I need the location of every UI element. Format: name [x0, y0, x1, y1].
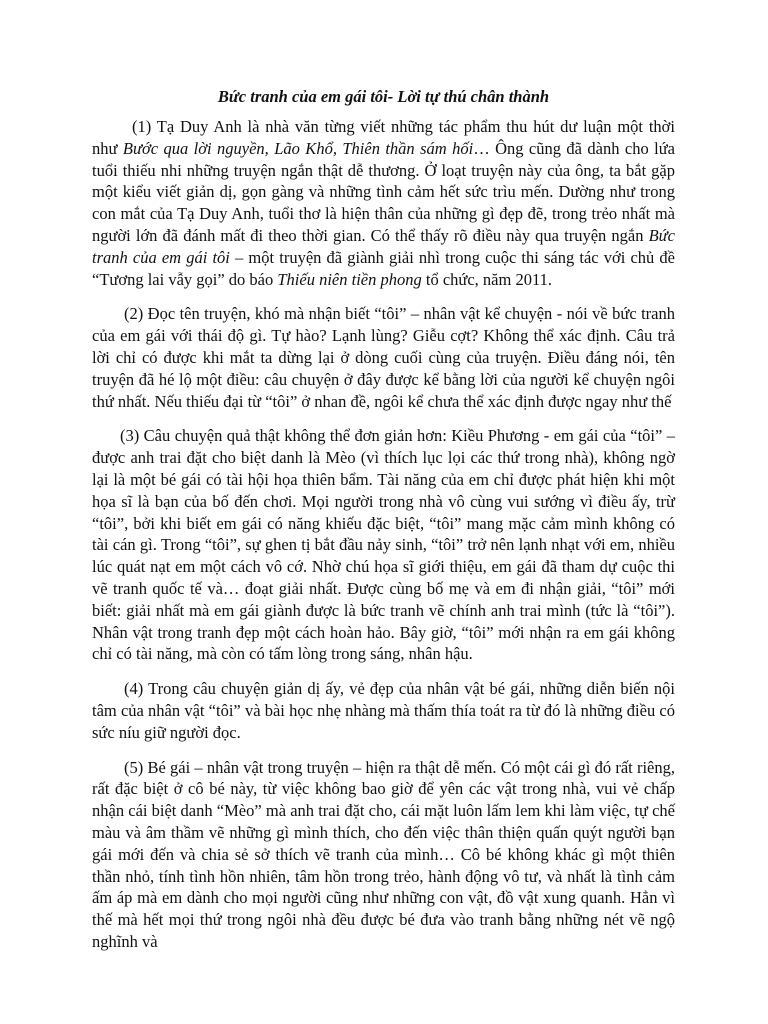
paragraph-5: (5) Bé gái – nhân vật trong truyện – hiện ra thật dễ mến. Có một cái gì đó rất riêng, rất đặc biệt ở cô bé này, từ việc không bao giờ để yên các vật trong nhà, vui vẻ chấp nhận cái biệt danh “Mèo” mà anh trai đặt cho, cái mặt luôn lấm lem khi làm việc, tự chế màu và âm thầm vẽ những gì mình thích, cho đến việc thân thiện quấn quýt người bạn gái mới đến và chia sẻ sở thích vẽ tranh của mình… Cô bé không khác gì một thiên thần nhỏ, tính tình hồn nhiên, tâm hồn trong trẻo, hành động vô tư, và nhất là tình cảm ấm áp mà em dành cho mọi người cũng như những con vật, đồ vật xung quanh. Hẳn vì thế mà hết mọi thứ trong ngôi nhà đều được bé đưa vào tranh bằng những nét vẽ ngộ nghĩnh và [92, 757, 675, 951]
document-page [92, 86, 675, 966]
paragraph-2: (2) Đọc tên truyện, khó mà nhận biết “tôi” – nhân vật kể chuyện - nói về bức tranh của em gái với thái độ gì. Tự hào? Lạnh lùng? Giễu cợt? Không thể xác định. Câu trả lời chỉ có được khi mắt ta dừng lại ở dòng cuối cùng của truyện. Điều đáng nói, tên truyện đã hé lộ một điều: câu chuyện ở đây được kể bằng lời của người kể chuyện ngôi thứ nhất. Nếu thiếu đại từ “tôi” ở nhan đề, ngôi kể chưa thể xác định được ngay như thế [92, 304, 675, 411]
document-title: Bức tranh của em gái tôi- Lời tự thú chân thành [217, 87, 550, 106]
paragraph-1-newspaper-name: Thiếu niên tiền phong [277, 269, 422, 289]
paragraph-1-works-list: Bước qua lời nguyền, Lão Khổ, Thiên thần sám hối [122, 138, 474, 158]
paragraph-3: (3) Câu chuyện quả thật không thể đơn giản hơn: Kiều Phương - em gái của “tôi” – được anh trai đặt cho biệt danh là Mèo (vì thích lục lọi các thứ trong nhà), không ngờ lại là một bé gái có tài hội họa thiên bẩm. Tài năng của em chỉ được phát hiện khi một họa sĩ là bạn của bố đến chơi. Mọi người trong nhà vô cùng vui sướng vì điều ấy, trừ “tôi”, bởi khi biết em gái có năng khiếu đặc biệt, “tôi” mang mặc cảm mình không có tài cán gì. Trong “tôi”, sự ghen tị bắt đầu nảy sinh, “tôi” trở nên lạnh nhạt với em, nhiều lúc quát nạt em một cách vô cớ. Nhờ chú họa sĩ giới thiệu, em gái đã tham dự cuộc thi vẽ tranh quốc tế và… đoạt giải nhất. Được cùng bố mẹ và em đi nhận giải, “tôi” mới biết: giải nhất mà em gái giành được là bức tranh vẽ chính anh trai mình (tức là “tôi”). Nhân vật trong tranh đẹp một cách hoàn hảo. Bây giờ, “tôi” mới nhận ra em gái không chỉ có tài năng, mà còn có tấm lòng trong sáng, nhân hậu. [92, 426, 675, 664]
paragraph-1-text-c: … Ông cũng đã dành cho lứa tuổi thiếu nhi những truyện ngắn thật dễ thương. Ở loạt truyện này của ông, ta bắt gặp một kiểu viết giản dị, gọn gàng và những tình cảm hết sức trìu mến. Dường như trong con mắt của Tạ Duy Anh, tuổi thơ là hiện thân của những gì đẹp đẽ, trong trẻo nhất mà người lớn đã đánh mất đi theo thời gian. Có thể thấy rõ điều này qua truyện ngắn [92, 138, 675, 245]
paragraph-1 [92, 116, 675, 290]
paragraph-4: (4) Trong câu chuyện giản dị ấy, vẻ đẹp của nhân vật bé gái, những diễn biến nội tâm của nhân vật “tôi” và bài học nhẹ nhàng mà thấm thía toát ra từ đó là những điều có sức níu giữ người đọc. [92, 679, 675, 742]
paragraph-1-text-e: – một truyện đã giành giải nhì trong cuộc thi sáng tác với chủ đề “Tương lai vẫy gọi” do báo [92, 247, 675, 289]
paragraph-1-story-title: Bức tranh của em gái tôi [92, 225, 675, 267]
paragraph-1-text-a: (1) Tạ Duy Anh là nhà văn từng viết những tác phẩm thu hút dư luận một thời như [92, 117, 675, 158]
paragraph-1-text-g: tổ chức, năm 2011. [421, 269, 552, 289]
